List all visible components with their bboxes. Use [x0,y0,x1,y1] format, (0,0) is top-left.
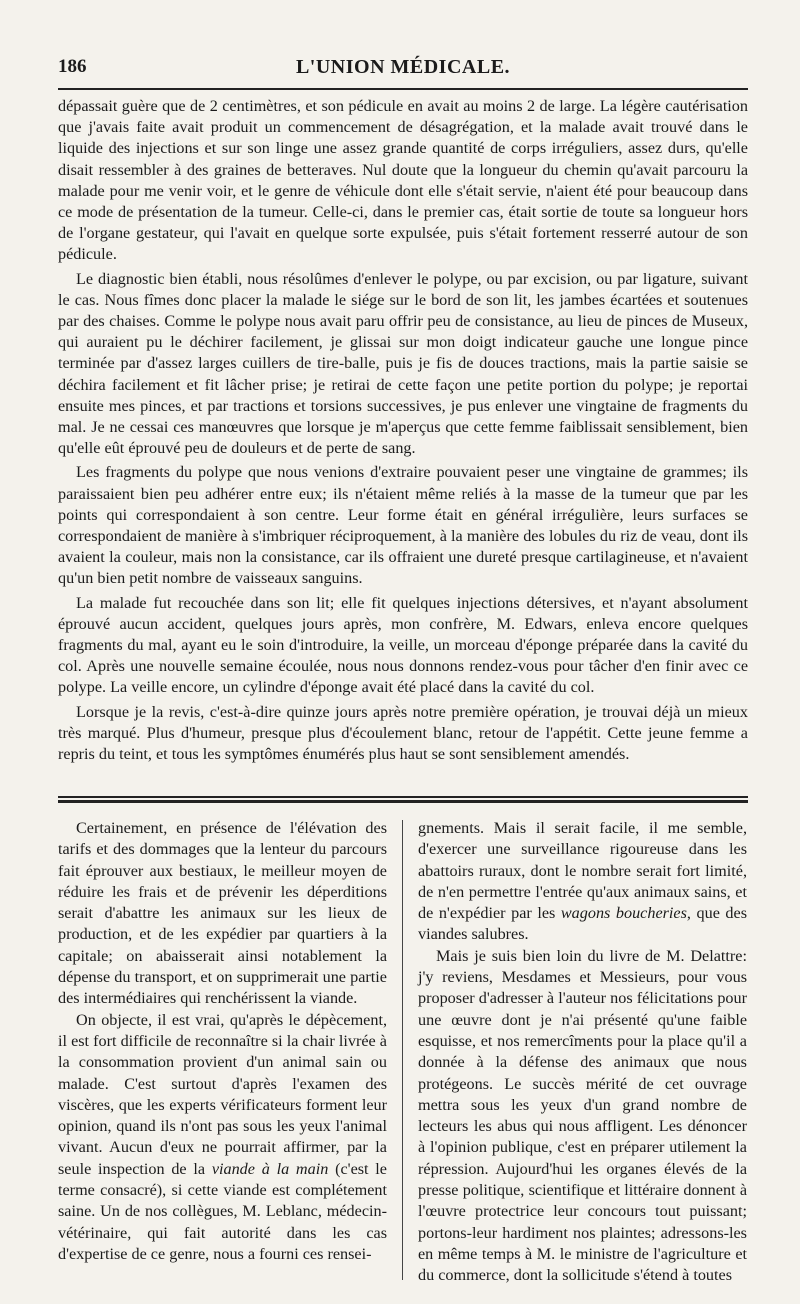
page-header [58,52,748,86]
column-rule [402,820,403,1280]
journal-title: L'UNION MÉDICALE. [295,56,511,78]
main-paragraph: Les fragments du polype que nous venions d'extraire pouvaient peser une vingtaine de grammes; ils paraissaient bien peu adhérer entre eux; ils n'étaient même reliés à la masse de la tumeur que par les points qui correspondaient à son centre. Leur forme était en général irrégulière, leurs surfaces se correspondaient de manière à s'imbriquer réciproquement, à la manière des lobules du riz de veau, dont ils avaient la couleur, mais non la consistance, car ils offraient une dureté presque cartilagineuse, et n'avaient qu'un bien petit nombre de vaisseaux sanguins. [58,463,748,588]
header-rule [58,88,748,90]
italic-term: wagons boucheries [560,904,687,923]
text-run: On objecte, il est vrai, qu'après le dépècement, il est fort difficile de reconnaître si la chair livrée à la consommation provient d'un animal sain ou malade. C'est surtout d'après l'examen des viscères, que les experts vérificateurs forment leur opinion, quand ils n'ont pas sous les yeux l'animal vivant. Aucun d'eux ne pourrait affirmer, par la seule inspection de la [58,1010,387,1178]
column-paragraph: Mais je suis bien loin du livre de M. Delattre: j'y reviens, Mesdames et Messieurs, pour vous proposer d'adresser à l'auteur nos félicitations pour une œuvre dont je n'ai présenté qu'une faible esquisse, et nos remercîments pour la place qu'il a donnée à la défense des animaux que nous protégeons. Le succès mérité de cet ouvrage mettra sous les yeux d'un grand nombre de lecteurs les abus qui nous affligent. Les dénoncer à l'opinion publique, c'est en préparer utilement la répression. Aujourd'hui les organes élevés de la presse politique, scientifique et littéraire donnent à l'œuvre protectrice leur concours tout puissant; portons-leur hardiment nos plaintes; adressons-les en même temps à M. le ministre de l'agriculture et du commerce, dont la sollicitude s'étend à toutes [418,946,747,1285]
text-run: gnements. Mais il serait facile, il me semble, d'exercer une surveillance rigoureuse dans les abattoirs ruraux, dont le nombre serait fort limité, de n'en permettre l'entrée qu'aux animaux sains, et de n'expédier par les [418,819,747,923]
column-paragraph: Certainement, en présence de l'élévation des tarifs et des dommages que la lenteur du parcours fait éprouver aux bestiaux, le meilleur moyen de réduire les frais et de prévenir les déperditions serait d'abattre les animaux sur les lieux de production, et de les expédier par quartiers à la capitale; on abaisserait ainsi notablement la dépense du transport, et on supprimerait une partie des intermédiaires qui renchérissent la viande. [58,819,387,1008]
divider-line [58,796,748,798]
column-paragraph [418,818,747,946]
text-run: , que des viandes salubres. [418,904,747,944]
main-paragraph: dépassait guère que de 2 centimètres, et son pédicule en avait au moins 2 de large. La légère cautérisation que j'avais faite avait produit un commencement de désagrégation, et la malade avait trouvé dans le liquide des injections et sur son linge une assez grande quantité de corps irréguliers, assez durs, qu'elle disait ressembler à des graines de betteraves. Nul doute que la longueur du chemin qu'avait parcouru la malade pour me venir voir, et le genre de véhicule dont elle s'était servie, n'aient été pour beaucoup dans ce mode de présentation de la tumeur. Celle-ci, dans le premier cas, était sortie de toute sa longueur hors de l'organe gestateur, qui l'avait en quelque sorte expulsée, puis s'était fortement resserré autour de son pédicule. [58,97,748,264]
main-paragraph: Lorsque je la revis, c'est-à-dire quinze jours après notre première opération, je trouvai déjà un mieux très marqué. Plus d'humeur, presque plus d'écoulement blanc, retour de l'appétit. Cette jeune femme a repris du teint, et tous les symptômes énumérés plus haut se sont sensiblement amendés. [58,702,748,764]
feuilleton-right-column [418,818,747,1287]
main-article-text [58,96,748,765]
page-number: 186 [58,56,87,77]
text-run: (c'est le terme consacré), si cette viande est complétement saine. Un de nos collègues, M. Leblanc, médecin-vétérinaire, qui fait autorité dans les cas d'expertise de ce genre, nous a fourni ces rensei- [58,1159,387,1263]
main-paragraph: Le diagnostic bien établi, nous résolûmes d'enlever le polype, ou par excision, ou par ligature, suivant le cas. Nous fîmes donc placer la malade le siége sur le bord de son lit, les jambes écartées et soutenues par des chaises. Comme le polype nous avait paru offrir peu de consistance, au lieu de pinces de Museux, qui auraient pu le déchirer facilement, je glissai sur mon doigt indicateur gauche une longue pince terminée par d'assez larges cuillers de tire-balle, puis je fis de douces tractions, mais la partie saisie se déchira facilement et fit lâcher prise; je retirai de cette façon une petite portion du polype; je reportai ensuite mes pinces, et par tractions et torsions successives, je pus enlever une vingtaine de fragments du mal. Je ne cessai ces manœuvres que lorsque je m'aperçus que cette femme faiblissait sensiblement, bien qu'elle eût éprouvé peu de douleurs et de perte de sang. [58,269,748,458]
section-divider [58,796,748,803]
column-paragraph [58,1010,387,1266]
divider-line [58,800,748,803]
feuilleton-left-column [58,818,387,1265]
italic-term: viande à la main [211,1159,329,1178]
main-paragraph: La malade fut recouchée dans son lit; elle fit quelques injections détersives, et n'ayant absolument éprouvé aucun accident, quelques jours après, mon confrère, M. Edwars, enleva encore quelques fragments du mal, ayant eu le soin d'introduire, la veille, un morceau d'éponge préparée dans la cavité du col. Après une nouvelle semaine écoulée, nous nous donnons rendez-vous pour tâcher d'en finir avec ce polype. La veille encore, un cylindre d'éponge avait été placé dans la cavité du col. [58,593,748,697]
